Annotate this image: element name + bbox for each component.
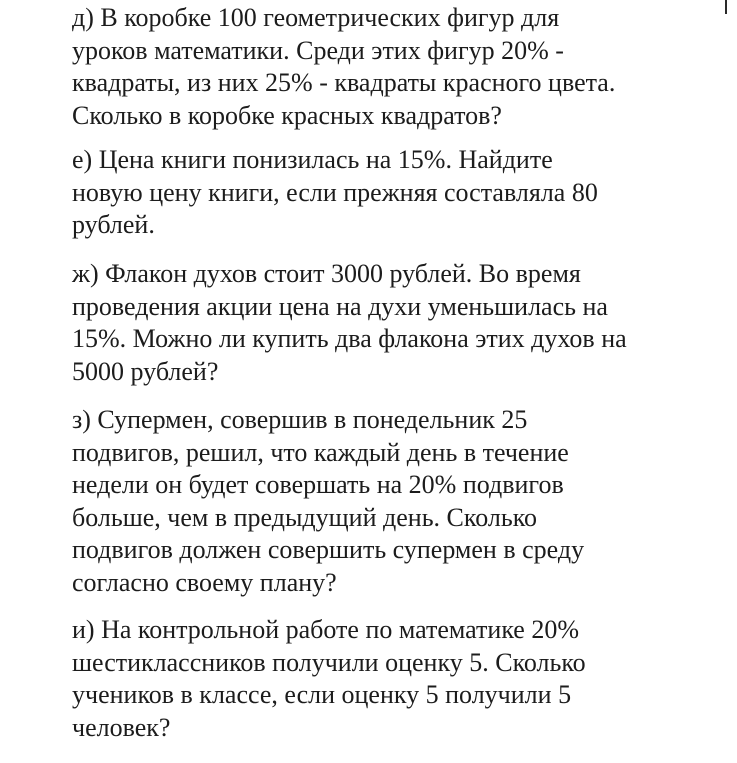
problem-zh-line-4: 5000 рублей?: [72, 356, 219, 386]
problem-e-line-1: е) Цена книги понизилась на 15%. Найдите: [72, 145, 553, 174]
problem-zh-line-2: проведения акции цена на духи уменьшилась на: [72, 291, 608, 321]
problem-e: [72, 144, 598, 242]
problem-zh: [72, 258, 627, 388]
problem-z-line-2: подвигов, решил, что каждый день в течение: [72, 437, 569, 467]
problem-d: [72, 2, 615, 132]
problem-z-line-5: подвигов должен совершить супермен в среду: [72, 535, 585, 564]
problem-i-line-1: и) На контрольной работе по математике 20%: [72, 615, 579, 644]
problem-i: [72, 614, 586, 744]
problem-i-line-2: шестиклассников получили оценку 5. Сколько: [72, 647, 586, 677]
problem-z-line-3: недели он будет совершать на 20% подвигов: [72, 470, 564, 499]
problem-z-line-1: з) Супермен, совершив в понедельник 25: [72, 405, 528, 434]
problem-i-line-3: учеников в классе, если оценку 5 получили 5: [72, 680, 572, 709]
problem-d-line-1: д) В коробке 100 геометрических фигур для: [72, 3, 560, 32]
problem-i-line-4: человек?: [72, 712, 171, 742]
problem-z-line-4: больше, чем в предыдущий день. Сколько: [72, 502, 538, 532]
problem-zh-line-3: 15%. Можно ли купить два флакона этих духов на: [72, 324, 627, 353]
problem-z-line-6: согласно своему плану?: [72, 567, 337, 597]
problem-e-line-2: новую цену книги, если прежняя составляла 80: [72, 177, 598, 207]
page-edge-mark: [725, 0, 727, 14]
problem-z: [72, 404, 584, 599]
problem-d-line-3: квадраты, из них 25% - квадраты красного цвета.: [72, 68, 616, 97]
problem-d-line-4: Сколько в коробке красных квадратов?: [72, 100, 502, 130]
problem-zh-line-1: ж) Флакон духов стоит 3000 рублей. Во время: [72, 259, 581, 288]
problem-e-line-3: рублей.: [72, 210, 155, 239]
problem-d-line-2: уроков математики. Среди этих фигур 20% -: [72, 35, 564, 65]
